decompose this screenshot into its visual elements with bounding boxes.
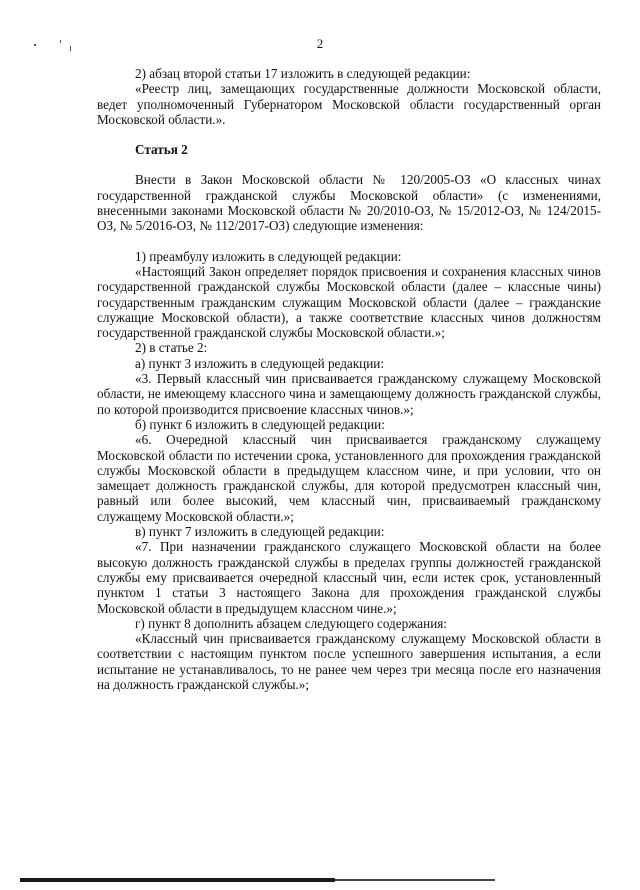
amendment-subitem: а) пункт 3 изложить в следующей редакции: bbox=[135, 355, 385, 371]
amendment-subitem: б) пункт 6 изложить в следующей редакции: bbox=[135, 416, 385, 432]
scan-bottom-edge bbox=[335, 879, 495, 881]
scan-bottom-edge bbox=[20, 878, 335, 882]
spacer bbox=[97, 127, 601, 142]
amendment-item: 2) в статье 2: bbox=[135, 340, 208, 356]
quoted-text: «Настоящий Закон определяет порядок присвоения и сохранения классных чинов государственной гражданской службы Московской области (далее – классные чины) государственным гражданским служащим Московской области (далее – гражданские служащие Московской области), а также соответствие классных чинов должностям государственной гражданской службы Московской области.»; bbox=[97, 263, 601, 341]
amendment-subitem: г) пункт 8 дополнить абзацем следующего содержания: bbox=[135, 615, 447, 631]
quoted-text: «Реестр лиц, замещающих государственные должности Московской области, ведет уполномоченный Губернатором Московской области государственный орган Московской области.». bbox=[97, 81, 601, 127]
page-number: 2 bbox=[316, 36, 324, 51]
document-body bbox=[97, 66, 601, 692]
amendment-item: 2) абзац второй статьи 17 изложить в следующей редакции: bbox=[135, 66, 471, 81]
quoted-text: «7. При назначении гражданского служащего Московской области на более высокую должность гражданской службы в пределах группы должностей гражданской службы ему присваивается очередной классный чин, если истек срок, установленный пунктом 1 статьи 3 настоящего Закона для прохождения гражданской службы Московской области в предыдущем классном чине.»; bbox=[97, 539, 601, 616]
quoted-text: «6. Очередной классный чин присваивается гражданскому служащему Московской области по истечении срока, установленного для прохождения гражданской службы Московской области в предыдущем классном чине, и при условии, что он замещает должность гражданской службы, для которой предусмотрен классный чин, равный или более высокий, чем классный чин, присваиваемый гражданскому служащему Московской области.»; bbox=[97, 432, 601, 524]
amendment-item: 1) преамбулу изложить в следующей редакции: bbox=[135, 248, 402, 264]
article-heading: Статья 2 bbox=[135, 142, 188, 158]
quoted-text: «3. Первый классный чин присваивается гражданскому служащему Московской области, не имеющему классного чина и замещающему должность гражданской службы, по которой производится присвоение классных чинов.»; bbox=[97, 371, 601, 417]
spacer bbox=[97, 157, 601, 172]
spacer bbox=[97, 234, 601, 249]
amendment-subitem: в) пункт 7 изложить в следующей редакции: bbox=[135, 524, 385, 540]
quoted-text: «Классный чин присваивается гражданскому служащему Московской области в соответствии с настоящим пунктом после успешного завершения испытания, а если испытание не устанавливалось, то не ранее чем через три месяца после его назначения на должность гражданской службы.»; bbox=[97, 631, 601, 692]
article-intro: Внести в Закон Московской области № 120/2005-ОЗ «О классных чинах государственной гражданской службы Московской области» (с изменениями, внесенными законами Московской области № 20/2010-ОЗ, № 15/2012-ОЗ, № 124/2015-ОЗ, № 5/2016-ОЗ, № 112/2017-ОЗ) следующие изменения: bbox=[97, 172, 601, 234]
